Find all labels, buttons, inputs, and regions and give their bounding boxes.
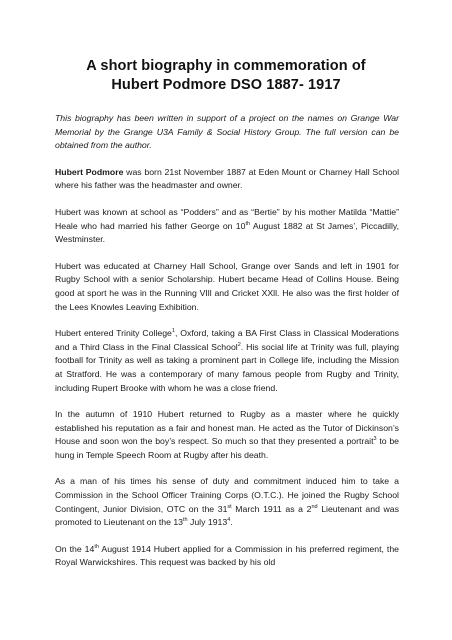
ordinal-superscript: th	[183, 517, 188, 524]
ordinal-superscript: th	[245, 220, 251, 227]
paragraph-trinity	[55, 327, 399, 395]
paragraph-otc-text: As a man of his times his sense of duty and commitment induced him to take a Commission in the School Officer Training Corps (O.T.C.). He joined the Rugby School Contingent, Junior Division, OTC on the 31	[55, 476, 399, 514]
paragraph-commission-text-2: August 1914 Hubert applied for a Commission in his preferred regiment, the Royal Warwickshires. This request was backed by his old	[55, 543, 399, 568]
paragraph-nicknames-text: Hubert was known at school as “Podders” and as “Bertie” by his mother Matilda “Mattie” Heale who had married his father George on 10	[55, 206, 399, 231]
paragraph-education: Hubert was educated at Charney Hall School, Grange over Sands and left in 1901 for Rugby School with a senior Scholarship. Hubert became Head of Collins House. Being good at sport he was in the Running VIll and Cricket XXll. He also was the first holder of the Lees Knowles Leaving Exhibition.	[55, 260, 399, 312]
ordinal-superscript: nd	[311, 503, 318, 510]
ordinal-superscript: st	[227, 503, 232, 510]
paragraph-otc-text-4: July 1913	[187, 517, 228, 528]
paragraph-commission	[55, 543, 399, 570]
paragraph-birth-text: was born 21st November 1887 at Eden Mount or Charney Hall School where his father was the headmaster and owner.	[55, 166, 399, 191]
paragraph-birth	[55, 166, 399, 193]
subject-name: Hubert Podmore	[55, 166, 124, 177]
intro-paragraph: This biography has been written in support of a project on the names on Grange War Memorial by the Grange U3A Family & Social History Group. The full version can be obtained from the author.	[55, 113, 399, 151]
document-body	[55, 112, 399, 583]
paragraph-otc-text-5: .	[230, 517, 233, 528]
paragraph-commission-text: On the 14	[55, 543, 95, 554]
title-line-1: A short biography in commemoration of	[86, 58, 366, 74]
paragraph-otc	[55, 475, 399, 529]
ordinal-superscript: th	[94, 543, 99, 550]
paragraph-nicknames-text-end: August 1882 at St James’, Piccadilly, Westminster.	[55, 220, 399, 245]
paragraph-rugby-master	[55, 408, 399, 462]
footnote-marker-1: 1	[171, 328, 175, 335]
paragraph-trinity-text-2: , Oxford, taking a BA First Class in Classical Moderations and a Third Class in the Final Classical School	[55, 328, 399, 352]
paragraph-otc-text-3: Lieutenant and was promoted to Lieutenant on the 13	[55, 503, 399, 528]
title-line-2: Hubert Podmore DSO 1887- 1917	[111, 77, 341, 93]
paragraph-nicknames	[55, 206, 399, 247]
footnote-marker-4: 4	[227, 517, 231, 524]
footnote-marker-3: 3	[373, 436, 377, 443]
paragraph-otc-text-2: March 1911 as a 2	[231, 503, 312, 514]
paragraph-trinity-text: Hubert entered Trinity College	[55, 328, 172, 339]
paragraph-rugby-master-text: In the autumn of 1910 Hubert returned to Rugby as a master where he quickly established his reputation as a fair and honest man. He acted as the Tutor of Dickinson’s House and soon won the boy’s respect. So much so that they presented a portrait	[55, 409, 399, 447]
footnote-marker-2: 2	[237, 341, 241, 348]
paragraph-trinity-text-3: . His social life at Trinity was full, playing football for Trinity as well as taking a prominent part in College life, including the Mission at Stratford. He was a contemporary of many famous people from Rugby and Trinity, including Rupert Brooke with whom he was a close friend.	[55, 341, 400, 393]
paragraph-rugby-master-text-2: to be hung in Temple Speech Room at Rugby after his death.	[55, 436, 399, 460]
